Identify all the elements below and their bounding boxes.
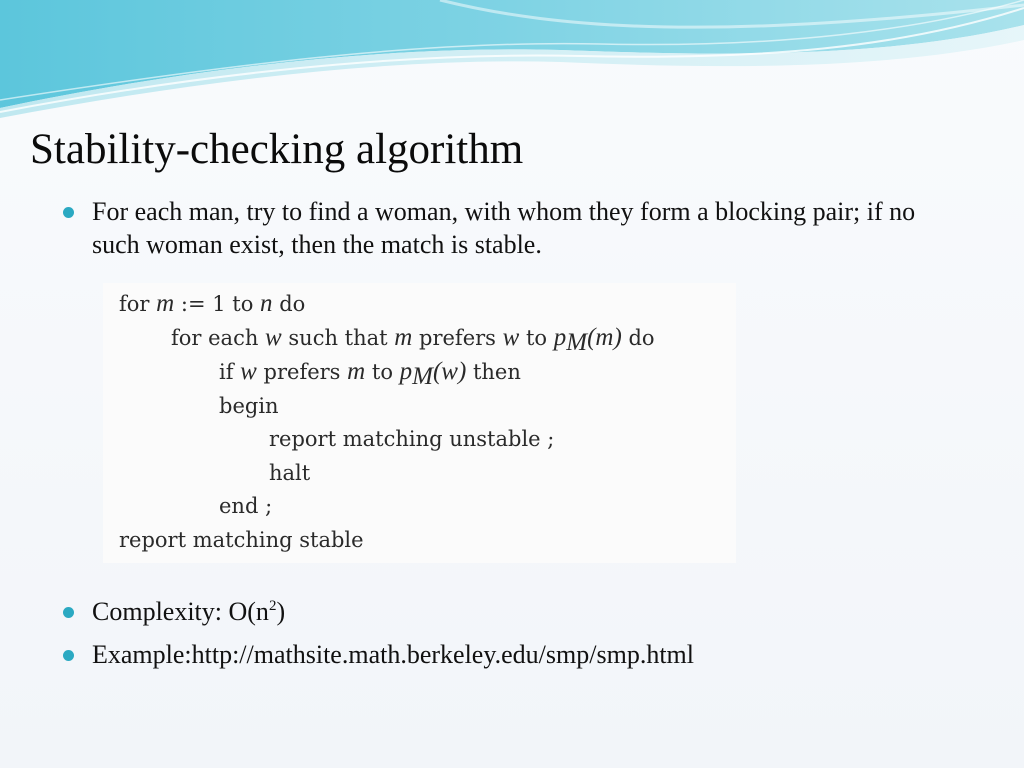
- algorithm-line-2: for each w such that m prefers w to $p_M(m)$ do: [171, 324, 655, 357]
- slide-title: Stability-checking algorithm: [30, 126, 524, 173]
- complexity-close: ): [276, 597, 286, 626]
- algorithm-line-6: halt: [269, 461, 311, 485]
- algorithm-line-8: report matching stable: [119, 528, 364, 552]
- algorithm-line-5: report matching unstable ;: [269, 427, 555, 451]
- bullet-dot-icon: [63, 207, 74, 218]
- header-wave-decoration: [0, 0, 1024, 120]
- complexity-text: Complexity: O(n: [92, 597, 269, 626]
- bullet-dot-icon: [63, 650, 74, 661]
- algorithm-line-4: begin: [219, 394, 279, 418]
- algorithm-line-7: end ;: [219, 494, 273, 518]
- algorithm-line-1: for m := 1 to n do: [119, 290, 306, 317]
- algorithm-line-3: if w prefers m to $p_M(w)$ then: [219, 358, 521, 391]
- example-link-text: Example:http://mathsite.math.berkeley.edu/smp/smp.html: [92, 640, 694, 669]
- bullet-complexity: [92, 595, 285, 628]
- bullet-description: [92, 195, 962, 261]
- complexity-superscript: 2: [268, 598, 277, 614]
- algorithm-pseudocode: [103, 283, 736, 563]
- bullet-example: [92, 638, 694, 671]
- bullet-description-text: For each man, try to find a woman, with whom they form a blocking pair; if no such woman exist, then the match is stable.: [92, 197, 916, 259]
- bullet-dot-icon: [63, 607, 74, 618]
